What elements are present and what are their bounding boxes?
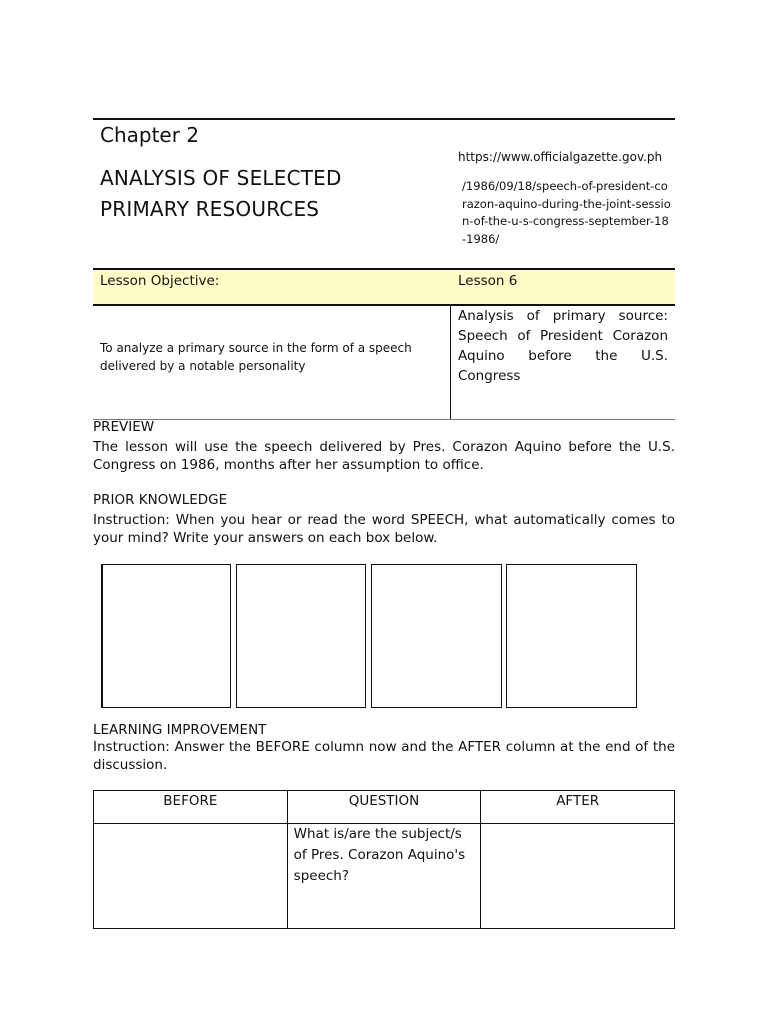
lesson-table-body <box>93 306 675 420</box>
table-header-row <box>94 791 675 824</box>
preview-heading: PREVIEW <box>93 419 155 435</box>
after-answer-cell[interactable] <box>481 824 675 929</box>
prior-knowledge-heading: PRIOR KNOWLEDGE <box>93 492 228 508</box>
learning-improvement-table <box>93 790 675 929</box>
preview-text: The lesson will use the speech delivered by Pres. Corazon Aquino before the U.S. Congress on 1986, months after her assumption to office. <box>93 439 675 473</box>
column-question: QUESTION <box>287 791 481 824</box>
answer-box-1[interactable] <box>101 564 231 708</box>
page-title: ANALYSIS OF SELECTED PRIMARY RESOURCES <box>100 166 342 221</box>
lesson-column-divider <box>450 306 451 419</box>
lesson-objective-label: Lesson Objective: <box>100 273 220 289</box>
prior-knowledge-instruction: Instruction: When you hear or read the word SPEECH, what automatically comes to your mind? Write your answers on each box below. <box>93 512 675 546</box>
lesson-table <box>93 268 675 420</box>
lesson-description: Analysis of primary source: Speech of President Corazon Aquino before the U.S. Congress <box>458 308 668 384</box>
column-before: BEFORE <box>94 791 288 824</box>
lesson-table-header <box>93 268 675 306</box>
learning-improvement-heading: LEARNING IMPROVEMENT <box>93 722 267 738</box>
answer-box-3[interactable] <box>371 564 502 708</box>
chapter-label: Chapter 2 <box>100 123 200 147</box>
source-url-path: /1986/09/18/speech-of-president-corazon-aquino-during-the-joint-session-of-the-u-s-congress-september-18-1986/ <box>462 179 671 246</box>
column-after: AFTER <box>481 791 675 824</box>
answer-box-4[interactable] <box>506 564 637 708</box>
before-answer-cell[interactable] <box>94 824 288 929</box>
lesson-number: Lesson 6 <box>458 273 518 289</box>
source-url-domain: https://www.officialgazette.gov.ph <box>458 150 663 164</box>
lesson-objective-text: To analyze a primary source in the form of a speech delivered by a notable personality <box>100 341 412 373</box>
question-cell: What is/are the subject/s of Pres. Corazon Aquino's speech? <box>287 824 481 929</box>
answer-box-2[interactable] <box>236 564 366 708</box>
learning-improvement-instruction: Instruction: Answer the BEFORE column now and the AFTER column at the end of the discussion. <box>93 739 675 773</box>
table-row <box>94 824 675 929</box>
top-divider <box>93 118 675 120</box>
